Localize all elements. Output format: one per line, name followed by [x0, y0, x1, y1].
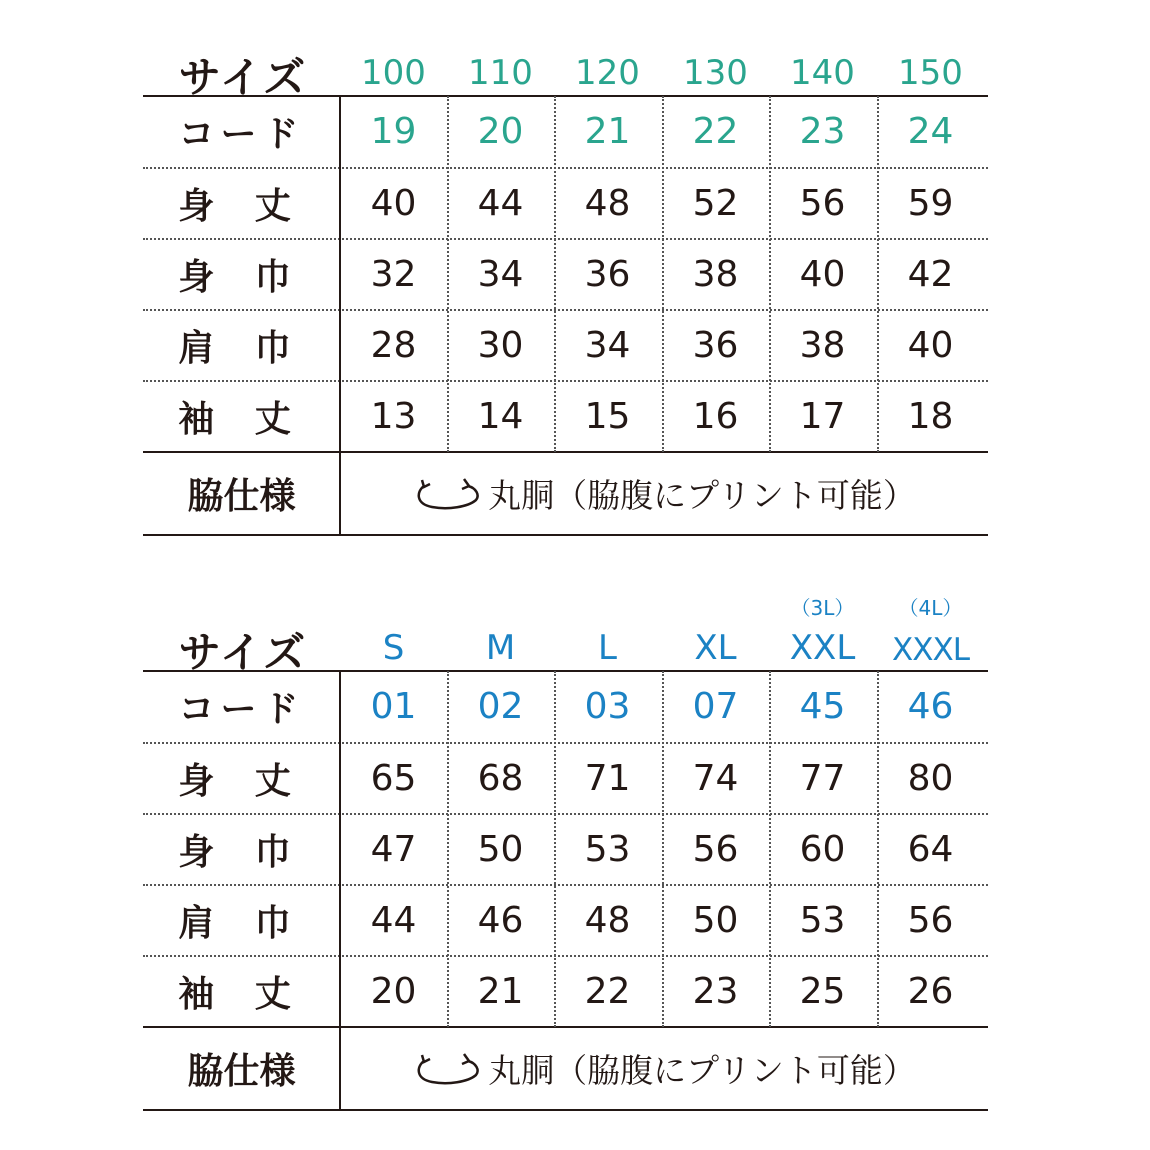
column-divider	[554, 96, 556, 452]
divider	[143, 534, 988, 536]
column-divider	[662, 671, 664, 1027]
row-label: 袖 丈	[178, 974, 305, 1015]
size-header-cell: S	[382, 628, 405, 668]
size-header-row	[143, 596, 988, 677]
table-cell: 42	[907, 254, 954, 295]
row-label: コード	[178, 689, 305, 730]
size-sup-label: （4L）	[898, 596, 963, 620]
row-label: 袖 丈	[178, 399, 305, 440]
table-cell: 19	[370, 111, 417, 152]
size-header-cell: L	[598, 628, 617, 668]
table-cell: 20	[477, 111, 524, 152]
side-spec-value	[340, 453, 988, 534]
size-header-label: サイズ	[178, 53, 308, 102]
size-header-cell: 150	[898, 53, 963, 93]
row-label: 肩 巾	[178, 328, 305, 369]
table-cell: 52	[692, 183, 739, 224]
table-cell: 30	[477, 325, 524, 366]
row-label: 身 巾	[178, 832, 305, 873]
table-cell: 36	[584, 254, 631, 295]
table-cell: 38	[692, 254, 739, 295]
table-cell: 22	[692, 111, 739, 152]
row-label: コード	[178, 114, 305, 155]
table-cell: 24	[907, 111, 954, 152]
column-divider	[662, 96, 664, 452]
table-cell: 34	[477, 254, 524, 295]
table-cell: 48	[584, 183, 631, 224]
column-divider	[769, 96, 771, 452]
size-header-cell: 130	[683, 53, 748, 93]
table-cell: 56	[692, 829, 739, 870]
table-cell: 53	[584, 829, 631, 870]
table-cell: 56	[799, 183, 846, 224]
table-cell: 25	[799, 971, 846, 1012]
table-cell: 60	[799, 829, 846, 870]
size-header-cell: XL	[694, 628, 737, 668]
table-cell: 40	[799, 254, 846, 295]
column-divider	[339, 671, 341, 1110]
table-cell: 36	[692, 325, 739, 366]
table-row	[143, 168, 988, 239]
table-cell: 26	[907, 971, 954, 1012]
table-row	[143, 743, 988, 814]
table-cell: 44	[477, 183, 524, 224]
divider	[143, 1109, 988, 1111]
size-sup-label: （3L）	[790, 596, 855, 620]
column-divider	[447, 96, 449, 452]
table-cell: 40	[907, 325, 954, 366]
table-cell: 13	[370, 396, 417, 437]
size-header-cell: 100	[361, 53, 426, 93]
table-cell: 20	[370, 971, 417, 1012]
column-divider	[877, 96, 879, 452]
table-cell: 38	[799, 325, 846, 366]
table-cell: 17	[799, 396, 846, 437]
size-header-cell: 140	[790, 53, 855, 93]
column-divider	[877, 671, 879, 1027]
table-cell: 45	[799, 686, 846, 727]
size-header-row	[143, 33, 988, 102]
table-cell: 53	[799, 900, 846, 941]
table-cell: 32	[370, 254, 417, 295]
table-cell: 71	[584, 758, 631, 799]
table-cell: 34	[584, 325, 631, 366]
table-row	[143, 956, 988, 1027]
side-spec-row	[143, 453, 988, 534]
table-cell: 48	[584, 900, 631, 941]
table-cell: 23	[692, 971, 739, 1012]
table-cell: 16	[692, 396, 739, 437]
table-row	[143, 671, 988, 742]
table-cell: 56	[907, 900, 954, 941]
table-cell: 77	[799, 758, 846, 799]
side-spec-label: 脇仕様	[187, 476, 296, 517]
round-body-rotate-icon	[412, 476, 482, 512]
table-cell: 46	[477, 900, 524, 941]
table-cell: 02	[477, 686, 524, 727]
side-spec-text: 丸胴（脇腹にプリント可能）	[488, 476, 916, 515]
table-cell: 50	[477, 829, 524, 870]
table-row	[143, 814, 988, 885]
table-cell: 68	[477, 758, 524, 799]
side-spec-value	[340, 1028, 988, 1109]
table-cell: 59	[907, 183, 954, 224]
table-row	[143, 310, 988, 381]
column-divider	[447, 671, 449, 1027]
table-cell: 14	[477, 396, 524, 437]
table-cell: 22	[584, 971, 631, 1012]
table-row	[143, 381, 988, 452]
table-cell: 21	[584, 111, 631, 152]
size-header-cell: XXXL	[892, 632, 969, 668]
table-cell: 44	[370, 900, 417, 941]
table-row	[143, 885, 988, 956]
size-header-cell: M	[485, 628, 516, 668]
column-divider	[554, 671, 556, 1027]
row-label: 身 丈	[178, 761, 305, 802]
table-cell: 15	[584, 396, 631, 437]
table-cell: 18	[907, 396, 954, 437]
row-label: 肩 巾	[178, 903, 305, 944]
table-row	[143, 239, 988, 310]
table-cell: 23	[799, 111, 846, 152]
side-spec-label: 脇仕様	[187, 1051, 296, 1092]
table-cell: 40	[370, 183, 417, 224]
table-cell: 47	[370, 829, 417, 870]
table-cell: 21	[477, 971, 524, 1012]
table-cell: 80	[907, 758, 954, 799]
table-cell: 50	[692, 900, 739, 941]
column-divider	[339, 96, 341, 535]
table-cell: 64	[907, 829, 954, 870]
table-cell: 03	[584, 686, 631, 727]
table-cell: 65	[370, 758, 417, 799]
row-label: 身 巾	[178, 257, 305, 298]
size-header-cell: XXL	[789, 628, 856, 668]
table-cell: 46	[907, 686, 954, 727]
table-cell: 07	[692, 686, 739, 727]
size-header-label: サイズ	[178, 628, 308, 677]
table-row	[143, 96, 988, 167]
size-header-cell: 120	[575, 53, 640, 93]
size-header-cell: 110	[468, 53, 533, 93]
side-spec-row	[143, 1028, 988, 1109]
column-divider	[769, 671, 771, 1027]
table-cell: 01	[370, 686, 417, 727]
table-cell: 28	[370, 325, 417, 366]
table-cell: 74	[692, 758, 739, 799]
side-spec-text: 丸胴（脇腹にプリント可能）	[488, 1051, 916, 1090]
round-body-rotate-icon	[412, 1051, 482, 1087]
row-label: 身 丈	[178, 186, 305, 227]
